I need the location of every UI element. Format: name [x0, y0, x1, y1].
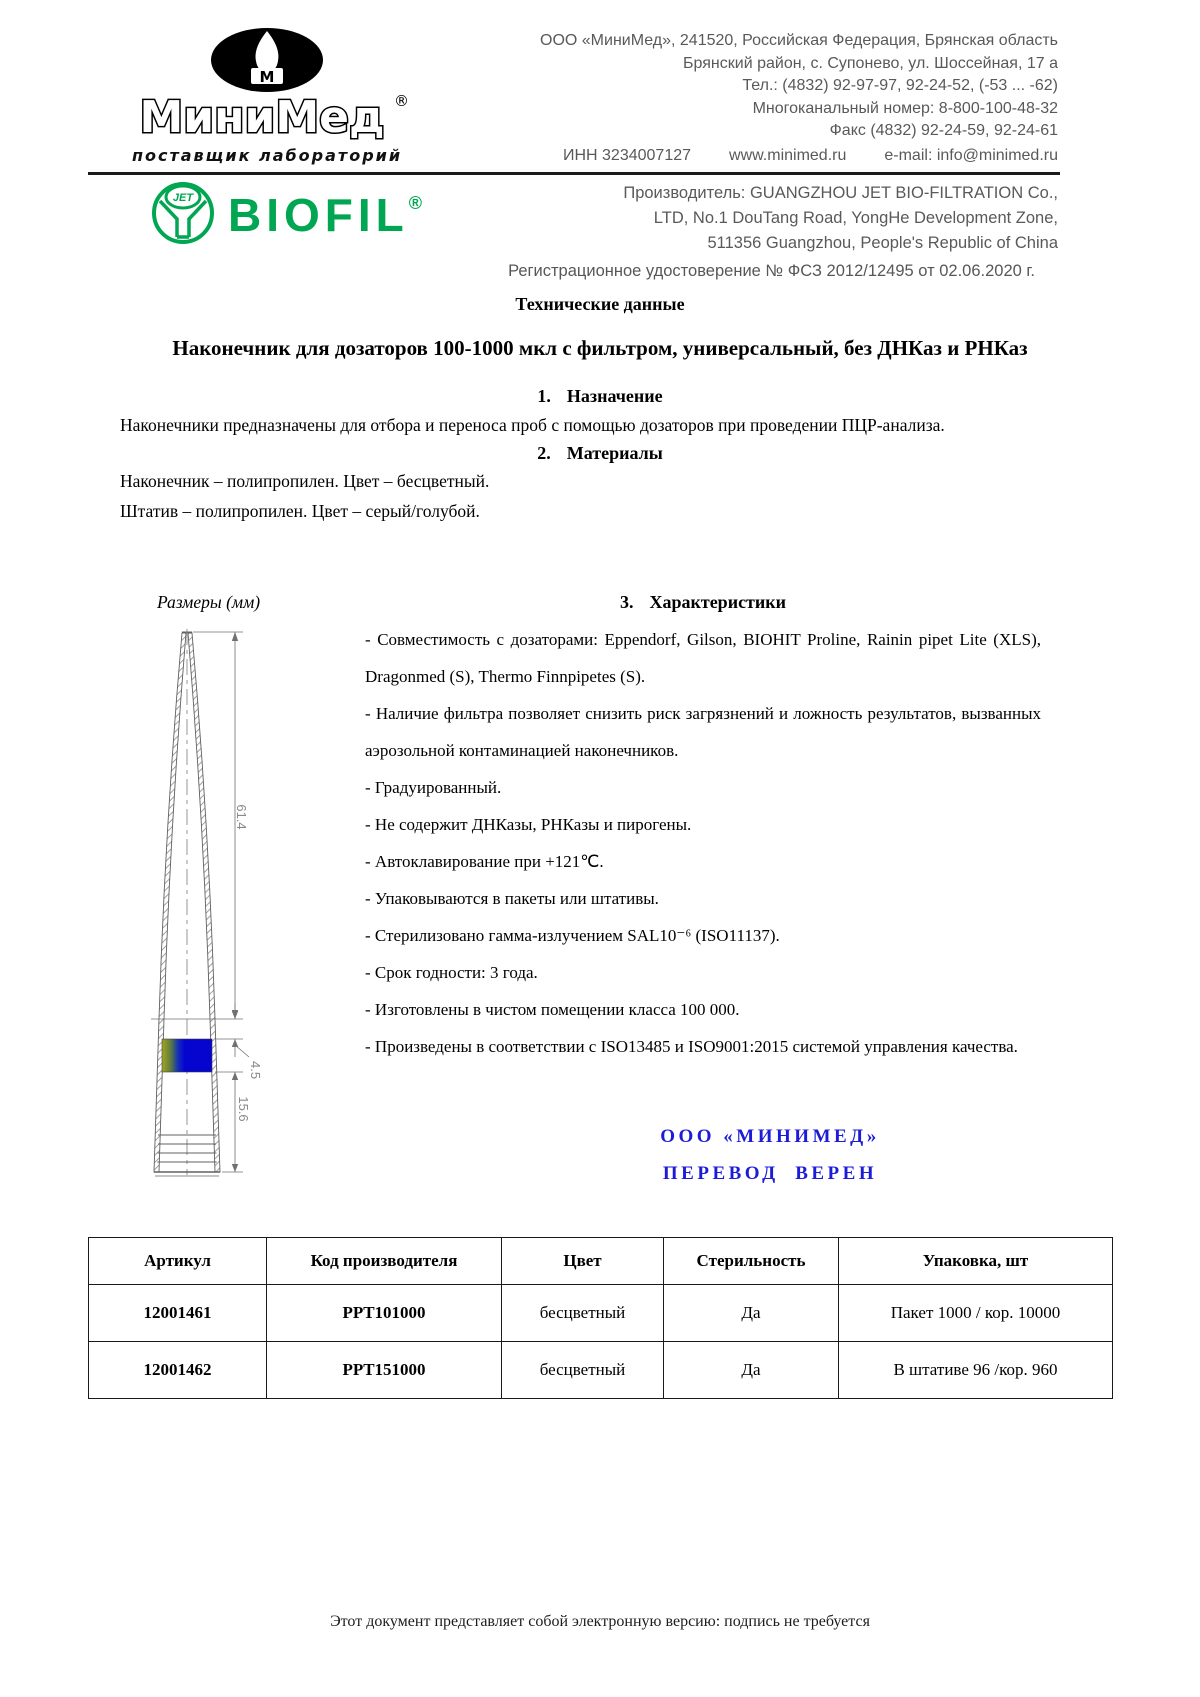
biofil-wordmark [228, 188, 422, 242]
electronic-version-note: Этот документ представляет собой электронную версию: подпись не требуется [330, 1613, 870, 1630]
dim-total-label: 61.4 [234, 804, 249, 830]
table-header-row [89, 1238, 1113, 1285]
inn-row [540, 145, 1058, 168]
website-text: www.minimed.ru [729, 146, 847, 164]
characteristic-item: - Срок годности: 3 года. [365, 963, 538, 982]
logo-tagline: поставщик лабораторий [131, 146, 403, 165]
pipette-tip-drawing [145, 627, 275, 1179]
minimed-logo [122, 26, 412, 165]
stamp-company-line: ООО «МИНИМЕД» [660, 1126, 880, 1147]
translation-stamp [435, 1126, 1105, 1185]
biofil-registered-mark: ® [408, 193, 423, 213]
filter-band [162, 1039, 212, 1072]
manufacturer-address [623, 181, 1058, 256]
characteristic-item: - Совместимость с дозаторами: Eppendorf, Gilson, BIOHIT Proline, Rainin pipet Lite (XLS), Dragonmed (S), Thermo Finnpipetes (S). [365, 630, 1041, 686]
manufacturer-line: Производитель: GUANGZHOU JET BIO-FILTRATION Co., [623, 184, 1058, 202]
jet-logo-icon [150, 180, 216, 246]
col-header-article: Артикул [89, 1238, 267, 1285]
contact-line: Тел.: (4832) 92-97-97, 92-24-52, (-53 ... -62) [742, 77, 1058, 94]
cell-mfr-code: PPT151000 [267, 1342, 502, 1399]
cell-article: 12001462 [89, 1342, 267, 1399]
company-contacts [540, 30, 1058, 167]
document-heading: Технические данные [515, 294, 685, 314]
material-line-tip: Наконечник – полипропилен. Цвет – бесцветный. [120, 471, 490, 491]
col-header-color: Цвет [502, 1238, 664, 1285]
section-2-heading [0, 443, 1200, 464]
manufacturer-line: LTD, No.1 DouTang Road, YongHe Development Zone, [653, 209, 1058, 227]
cell-packaging: Пакет 1000 / кор. 10000 [839, 1285, 1113, 1342]
cell-color: бесцветный [502, 1285, 664, 1342]
section-1-title: Назначение [566, 386, 663, 406]
cell-sterility: Да [664, 1342, 839, 1399]
cell-mfr-code: PPT101000 [267, 1285, 502, 1342]
dim-gap-label: 4.5 [248, 1061, 263, 1080]
cell-packaging: В штативе 96 /кор. 960 [839, 1342, 1113, 1399]
characteristic-item: - Градуированный. [365, 778, 502, 797]
header-divider [88, 172, 1060, 175]
cell-sterility: Да [664, 1285, 839, 1342]
contact-line: Многоканальный номер: 8-800-100-48-32 [752, 99, 1058, 117]
inn-number: ИНН 3234007127 [562, 146, 692, 164]
contact-line: Брянский район, с. Супонево, ул. Шоссейная, 17 а [683, 54, 1058, 72]
section-1-number: 1. [537, 386, 551, 406]
section-3-number: 3. [619, 592, 634, 612]
section-2-title: Материалы [566, 443, 663, 463]
table-row [89, 1342, 1113, 1399]
email-text: e-mail: info@minimed.ru [884, 146, 1058, 164]
dimensions-label: Размеры (мм) [157, 592, 261, 612]
tip-right-wall [188, 633, 220, 1172]
material-line-rack: Штатив – полипропилен. Цвет – серый/голубой. [120, 501, 480, 521]
table-row [89, 1285, 1113, 1342]
characteristic-item: - Не содержит ДНКазы, РНКазы и пирогены. [365, 815, 692, 834]
biofil-brand-text: BIOFIL [228, 189, 409, 241]
section-3-heading [365, 592, 1041, 613]
characteristic-item: - Изготовлены в чистом помещении класса 100 000. [365, 1000, 740, 1019]
col-header-sterility: Стерильность [664, 1238, 839, 1285]
cell-article: 12001461 [89, 1285, 267, 1342]
cell-color: бесцветный [502, 1342, 664, 1399]
section-1-body: Наконечники предназначены для отбора и переноса проб с помощью дозаторов при проведении ПЦР-анализа. [120, 415, 945, 435]
dim-bottom-label: 15.6 [236, 1096, 251, 1122]
characteristic-item: - Стерилизовано гамма-излучением SAL10⁻⁶ (ISO11137). [365, 926, 780, 945]
characteristic-item: - Произведены в соответствии с ISO13485 и ISO9001:2015 системой управления качества. [365, 1037, 1018, 1056]
section-2-number: 2. [537, 443, 551, 463]
product-spec-table [88, 1237, 1113, 1399]
svg-text:JET: JET [172, 192, 194, 204]
section-3-title: Характеристики [649, 592, 787, 612]
manufacturer-line: 511356 Guangzhou, People's Republic of China [707, 234, 1058, 252]
characteristic-item: - Упаковываются в пакеты или штативы. [365, 889, 659, 908]
characteristics-list [365, 621, 1041, 1065]
registration-certificate-line: Регистрационное удостоверение № ФСЗ 2012/12495 от 02.06.2020 г. [508, 262, 1035, 280]
col-header-mfr-code: Код производителя [267, 1238, 502, 1285]
svg-text:М: М [259, 68, 275, 86]
dimension-4-5 [215, 1003, 249, 1057]
minimed-flame-icon [208, 26, 326, 94]
tip-left-wall [154, 633, 186, 1172]
section-1-heading [0, 386, 1200, 407]
product-title: Наконечник для дозаторов 100-1000 мкл с фильтром, универсальный, без ДНКаз и РНКаз [172, 336, 1028, 360]
svg-text:МиниМед: МиниМед [139, 92, 385, 143]
minimed-wordmark [122, 90, 412, 146]
contact-line: Факс (4832) 92-24-59, 92-24-61 [829, 122, 1058, 139]
characteristic-item: - Автоклавирование при +121℃. [365, 852, 604, 871]
col-header-packaging: Упаковка, шт [839, 1238, 1113, 1285]
characteristic-item: - Наличие фильтра позволяет снизить риск загрязнений и ложность результатов, вызванных аэрозольной контаминацией наконечников. [365, 704, 1041, 760]
svg-text:®: ® [394, 92, 409, 110]
stamp-translation-line: ПЕРЕВОД ВЕРЕН [662, 1163, 878, 1184]
contact-line: ООО «МиниМед», 241520, Российская Федерация, Брянская область [540, 32, 1058, 49]
